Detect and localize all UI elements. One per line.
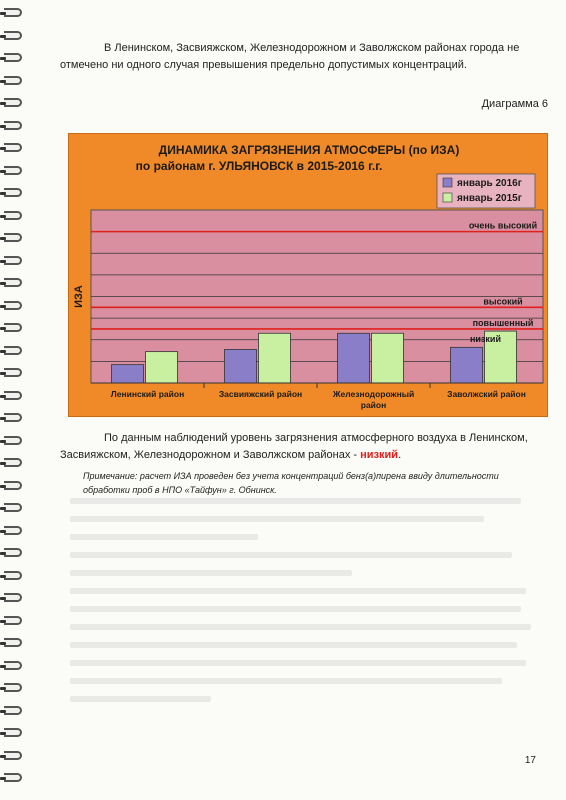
bar-2015 [372, 333, 404, 383]
binding-ring [4, 638, 22, 647]
x-tick-label: Ленинский район [110, 389, 185, 399]
binding-ring [4, 121, 22, 130]
conclusion-end: . [398, 449, 402, 461]
binding-ring [4, 458, 22, 467]
threshold-label: высокий [483, 296, 523, 307]
conclusion-paragraph [60, 430, 538, 464]
binding-ring [4, 706, 22, 715]
binding-ring [4, 773, 22, 782]
binding-ring [4, 346, 22, 355]
footnote: Примечание: расчет ИЗА проведен без учета концентраций бенз(а)пирена ввиду длительности обработки проб в НПО «Тайфун» г. Обнинск. [83, 471, 499, 495]
pollution-level-word: низкий [360, 449, 399, 461]
binding-ring [4, 481, 22, 490]
bleed-through-text [70, 498, 540, 738]
y-axis-label: ИЗА [73, 285, 85, 308]
binding-ring [4, 751, 22, 760]
legend-swatch [443, 193, 452, 202]
binding-ring [4, 503, 22, 512]
binding-ring [4, 278, 22, 287]
x-tick-label: район [360, 400, 387, 410]
binding-ring [4, 166, 22, 175]
binding-ring [4, 526, 22, 535]
bar-2015 [259, 333, 291, 383]
binding-ring [4, 233, 22, 242]
x-tick-label: Засвияжский район [218, 389, 303, 399]
chart-svg [69, 134, 549, 418]
binding-ring [4, 548, 22, 557]
conclusion-text: По данным наблюдений уровень загрязнения атмосферного воздуха в Ленинском, Засвияжском, Железнодорожном и Заволжском районах - [60, 432, 528, 461]
legend-swatch [443, 178, 452, 187]
binding-ring [4, 143, 22, 152]
binding-ring [4, 8, 22, 17]
binding-ring [4, 391, 22, 400]
bar-2016 [112, 365, 144, 383]
bar-2016 [338, 333, 370, 383]
binding-ring [4, 323, 22, 332]
binding-ring [4, 436, 22, 445]
legend-label: январь 2015г [457, 193, 522, 204]
threshold-label: повышенный [472, 317, 534, 328]
x-tick-label: Железнодорожный [332, 389, 415, 399]
binding-ring [4, 31, 22, 40]
x-tick-label: Заволжский район [447, 389, 526, 399]
binding-ring [4, 76, 22, 85]
threshold-label: низкий [469, 334, 501, 345]
chart-title: ДИНАМИКА ЗАГРЯЗНЕНИЯ АТМОСФЕРЫ (по ИЗА) [158, 143, 460, 157]
page-number: 17 [524, 755, 536, 766]
bar-2016 [225, 349, 257, 383]
binding-ring [4, 256, 22, 265]
binding-ring [4, 188, 22, 197]
binding-ring [4, 53, 22, 62]
bar-2015 [146, 352, 178, 383]
binding-ring [4, 211, 22, 220]
spiral-binding [0, 0, 26, 800]
binding-ring [4, 571, 22, 580]
binding-ring [4, 683, 22, 692]
chart-container [68, 133, 548, 417]
intro-paragraph: В Ленинском, Засвияжском, Железнодорожном и Заволжском районах города не отмечено ни одного случая превышения предельно допустимых концентраций. [60, 42, 520, 71]
binding-ring [4, 616, 22, 625]
binding-ring [4, 413, 22, 422]
binding-ring [4, 368, 22, 377]
chart-subtitle: по районам г. УЛЬЯНОВСК в 2015-2016 г.г. [135, 159, 383, 173]
binding-ring [4, 98, 22, 107]
binding-ring [4, 661, 22, 670]
binding-ring [4, 301, 22, 310]
diagram-caption: Диаграмма 6 [481, 98, 548, 110]
bar-2016 [451, 347, 483, 383]
threshold-label: очень высокий [468, 220, 538, 231]
binding-ring [4, 728, 22, 737]
legend-label: январь 2016г [457, 178, 522, 189]
binding-ring [4, 593, 22, 602]
